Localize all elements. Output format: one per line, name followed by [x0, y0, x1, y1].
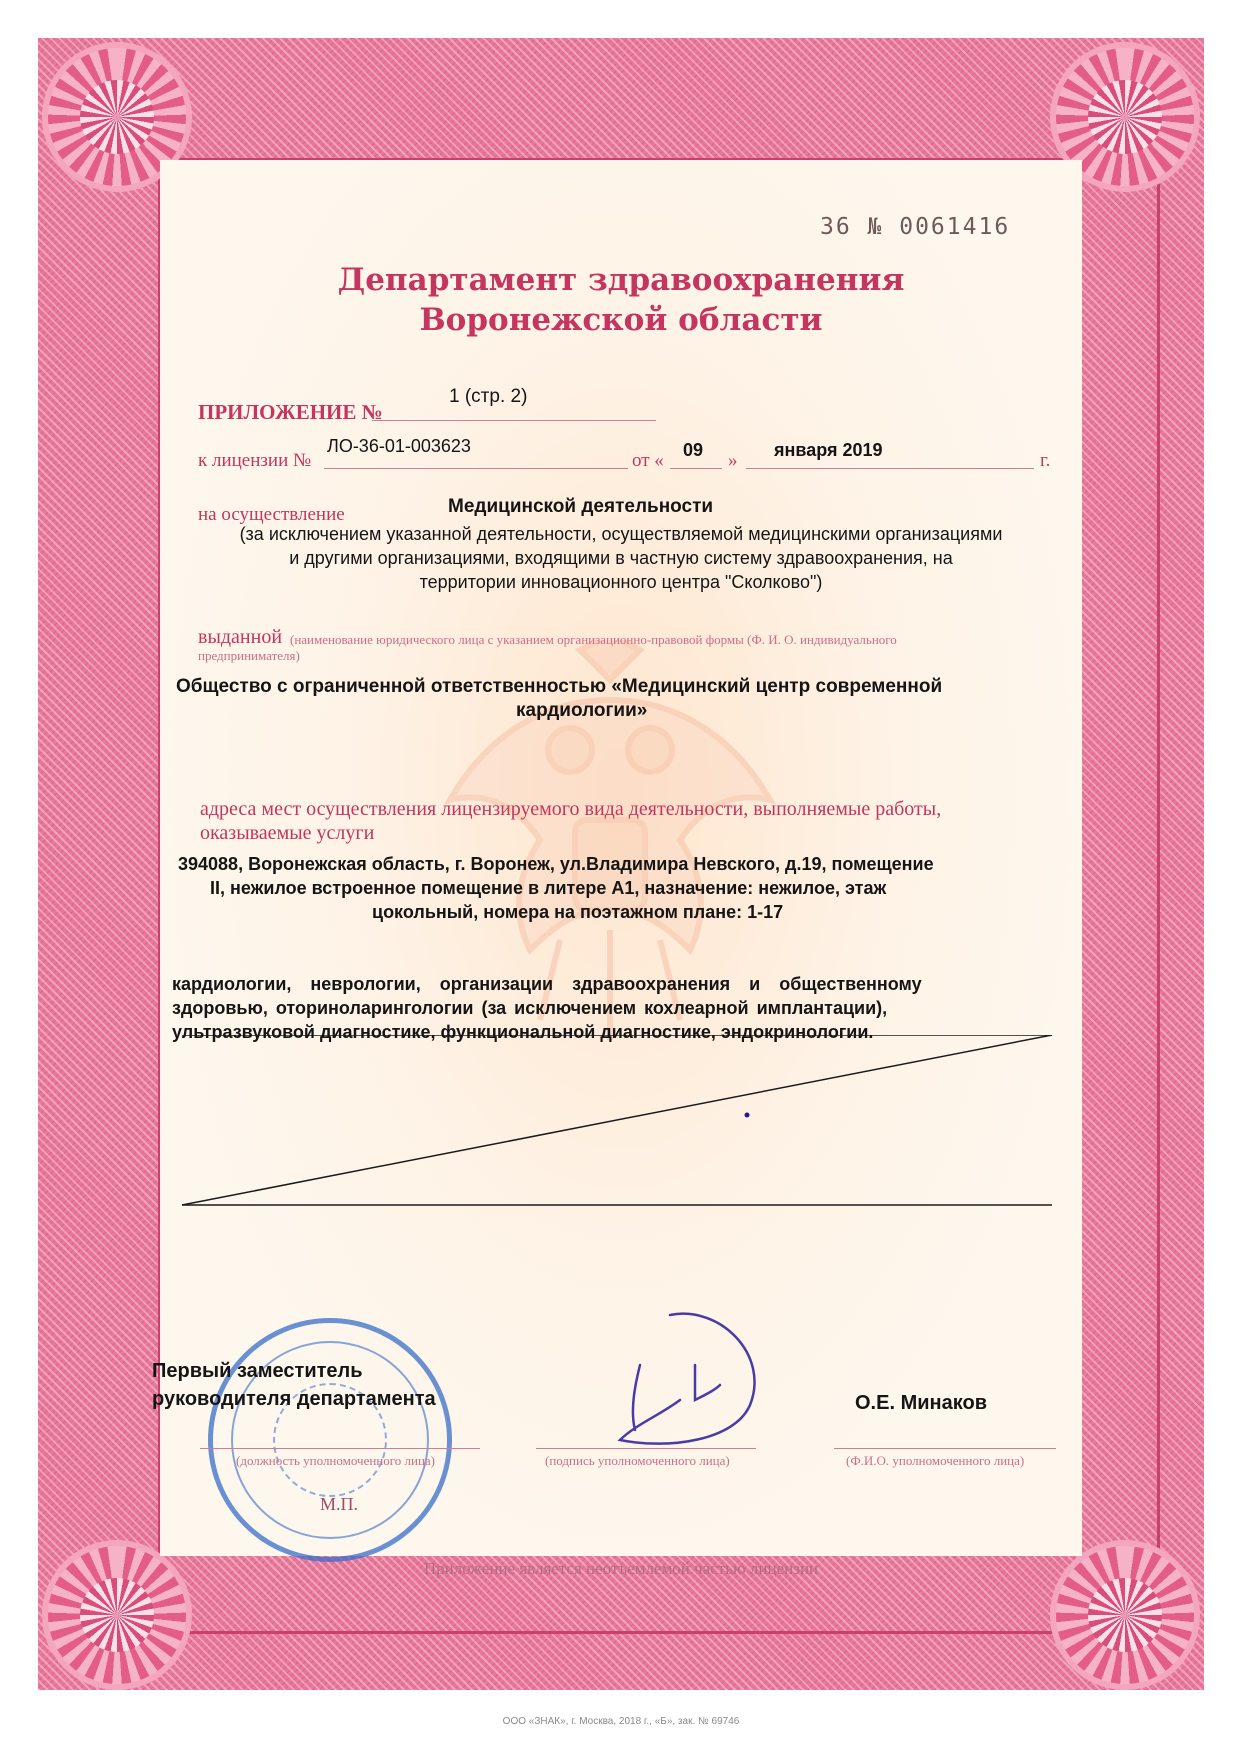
date-month-line [746, 468, 1034, 469]
position-caption-line [200, 1448, 480, 1449]
services-line1: кардиологии, неврологии, организации здравоохранения и общественному [172, 974, 922, 994]
strike-through-lines [172, 1035, 1062, 1215]
caption-name: (Ф.И.О. уполномоченного лица) [846, 1453, 1025, 1468]
caption-signature: (подпись уполномоченного лица) [545, 1453, 730, 1468]
issued-hint-line2: предпринимателя) [198, 648, 300, 663]
address-label-line1: адреса мест осуществления лицензируемого вида деятельности, выполняемые работы, [200, 798, 942, 820]
date-day: 09 [683, 440, 704, 460]
issued-label: выданной [198, 626, 283, 648]
issued-hint-line1: (наименование юридического лица с указанием организационно-правовой формы (Ф. И. О. индивидуального [290, 632, 897, 647]
services-line2: здоровью, оториноларингологии (за исключением кохлеарной имплантации), [172, 998, 888, 1018]
signer-position-line1: Первый заместитель [152, 1360, 363, 1382]
issuer-title-line2: Воронежской области [419, 302, 823, 338]
organization-name-line1: Общество с ограниченной ответственностью «Медицинский центр современной [176, 676, 943, 697]
activity-value: Медицинской деятельности [448, 496, 714, 517]
license-field-line [324, 468, 628, 469]
date-day-line [670, 468, 722, 469]
footer-note: Приложение является неотъемлемой частью лицензии [423, 1559, 819, 1578]
caption-position: (должность уполномоченного лица) [236, 1453, 436, 1468]
serial-number: 36 № 0061416 [820, 214, 1011, 240]
handwritten-signature [600, 1305, 770, 1455]
date-suffix: г. [1040, 450, 1051, 471]
date-month-year: января 2019 [774, 440, 883, 460]
activity-note-line1: (за исключением указанной деятельности, осуществляемой медицинскими организациями [239, 524, 1003, 544]
signer-position-line2: руководителя департамента [152, 1388, 436, 1410]
printer-note: ООО «ЗНАК», г. Москва, 2018 г., «Б», зак. № 69746 [502, 1716, 740, 1727]
activity-note-line3: территории инновационного центра "Сколково") [419, 572, 823, 592]
license-label: к лицензии № [198, 450, 312, 471]
activity-label: на осуществление [198, 504, 345, 525]
date-from-label: от « [632, 450, 664, 471]
activity-note-line2: и другими организациями, входящими в частную систему здравоохранения, на [289, 548, 953, 568]
organization-name-line2: кардиологии» [516, 700, 648, 721]
address-line1: 394088, Воронежская область, г. Воронеж, ул.Владимира Невского, д.19, помещение [178, 854, 934, 874]
issuer-title-line1: Департамент здравоохранения [337, 262, 905, 298]
address-label-line2: оказываемые услуги [200, 822, 375, 844]
signature-caption-line [536, 1448, 756, 1449]
services-line3: ультразвуковой диагностике, функциональной диагностике, эндокринологии. [172, 1022, 874, 1042]
appendix-field-line [372, 420, 656, 421]
address-line3: цокольный, номера на поэтажном плане: 1-17 [372, 902, 784, 922]
name-caption-line [834, 1448, 1056, 1449]
appendix-label: ПРИЛОЖЕНИЕ № [198, 400, 383, 424]
official-seal [208, 1318, 452, 1562]
stamp-mark: М.П. [320, 1494, 359, 1514]
signer-name: О.Е. Минаков [855, 1392, 987, 1414]
appendix-value: 1 (стр. 2) [449, 386, 528, 407]
address-line2: II, нежилое встроенное помещение в литере А1, назначение: нежилое, этаж [210, 878, 887, 898]
date-close-quote: » [728, 450, 738, 471]
license-number: ЛО-36-01-003623 [327, 436, 471, 456]
